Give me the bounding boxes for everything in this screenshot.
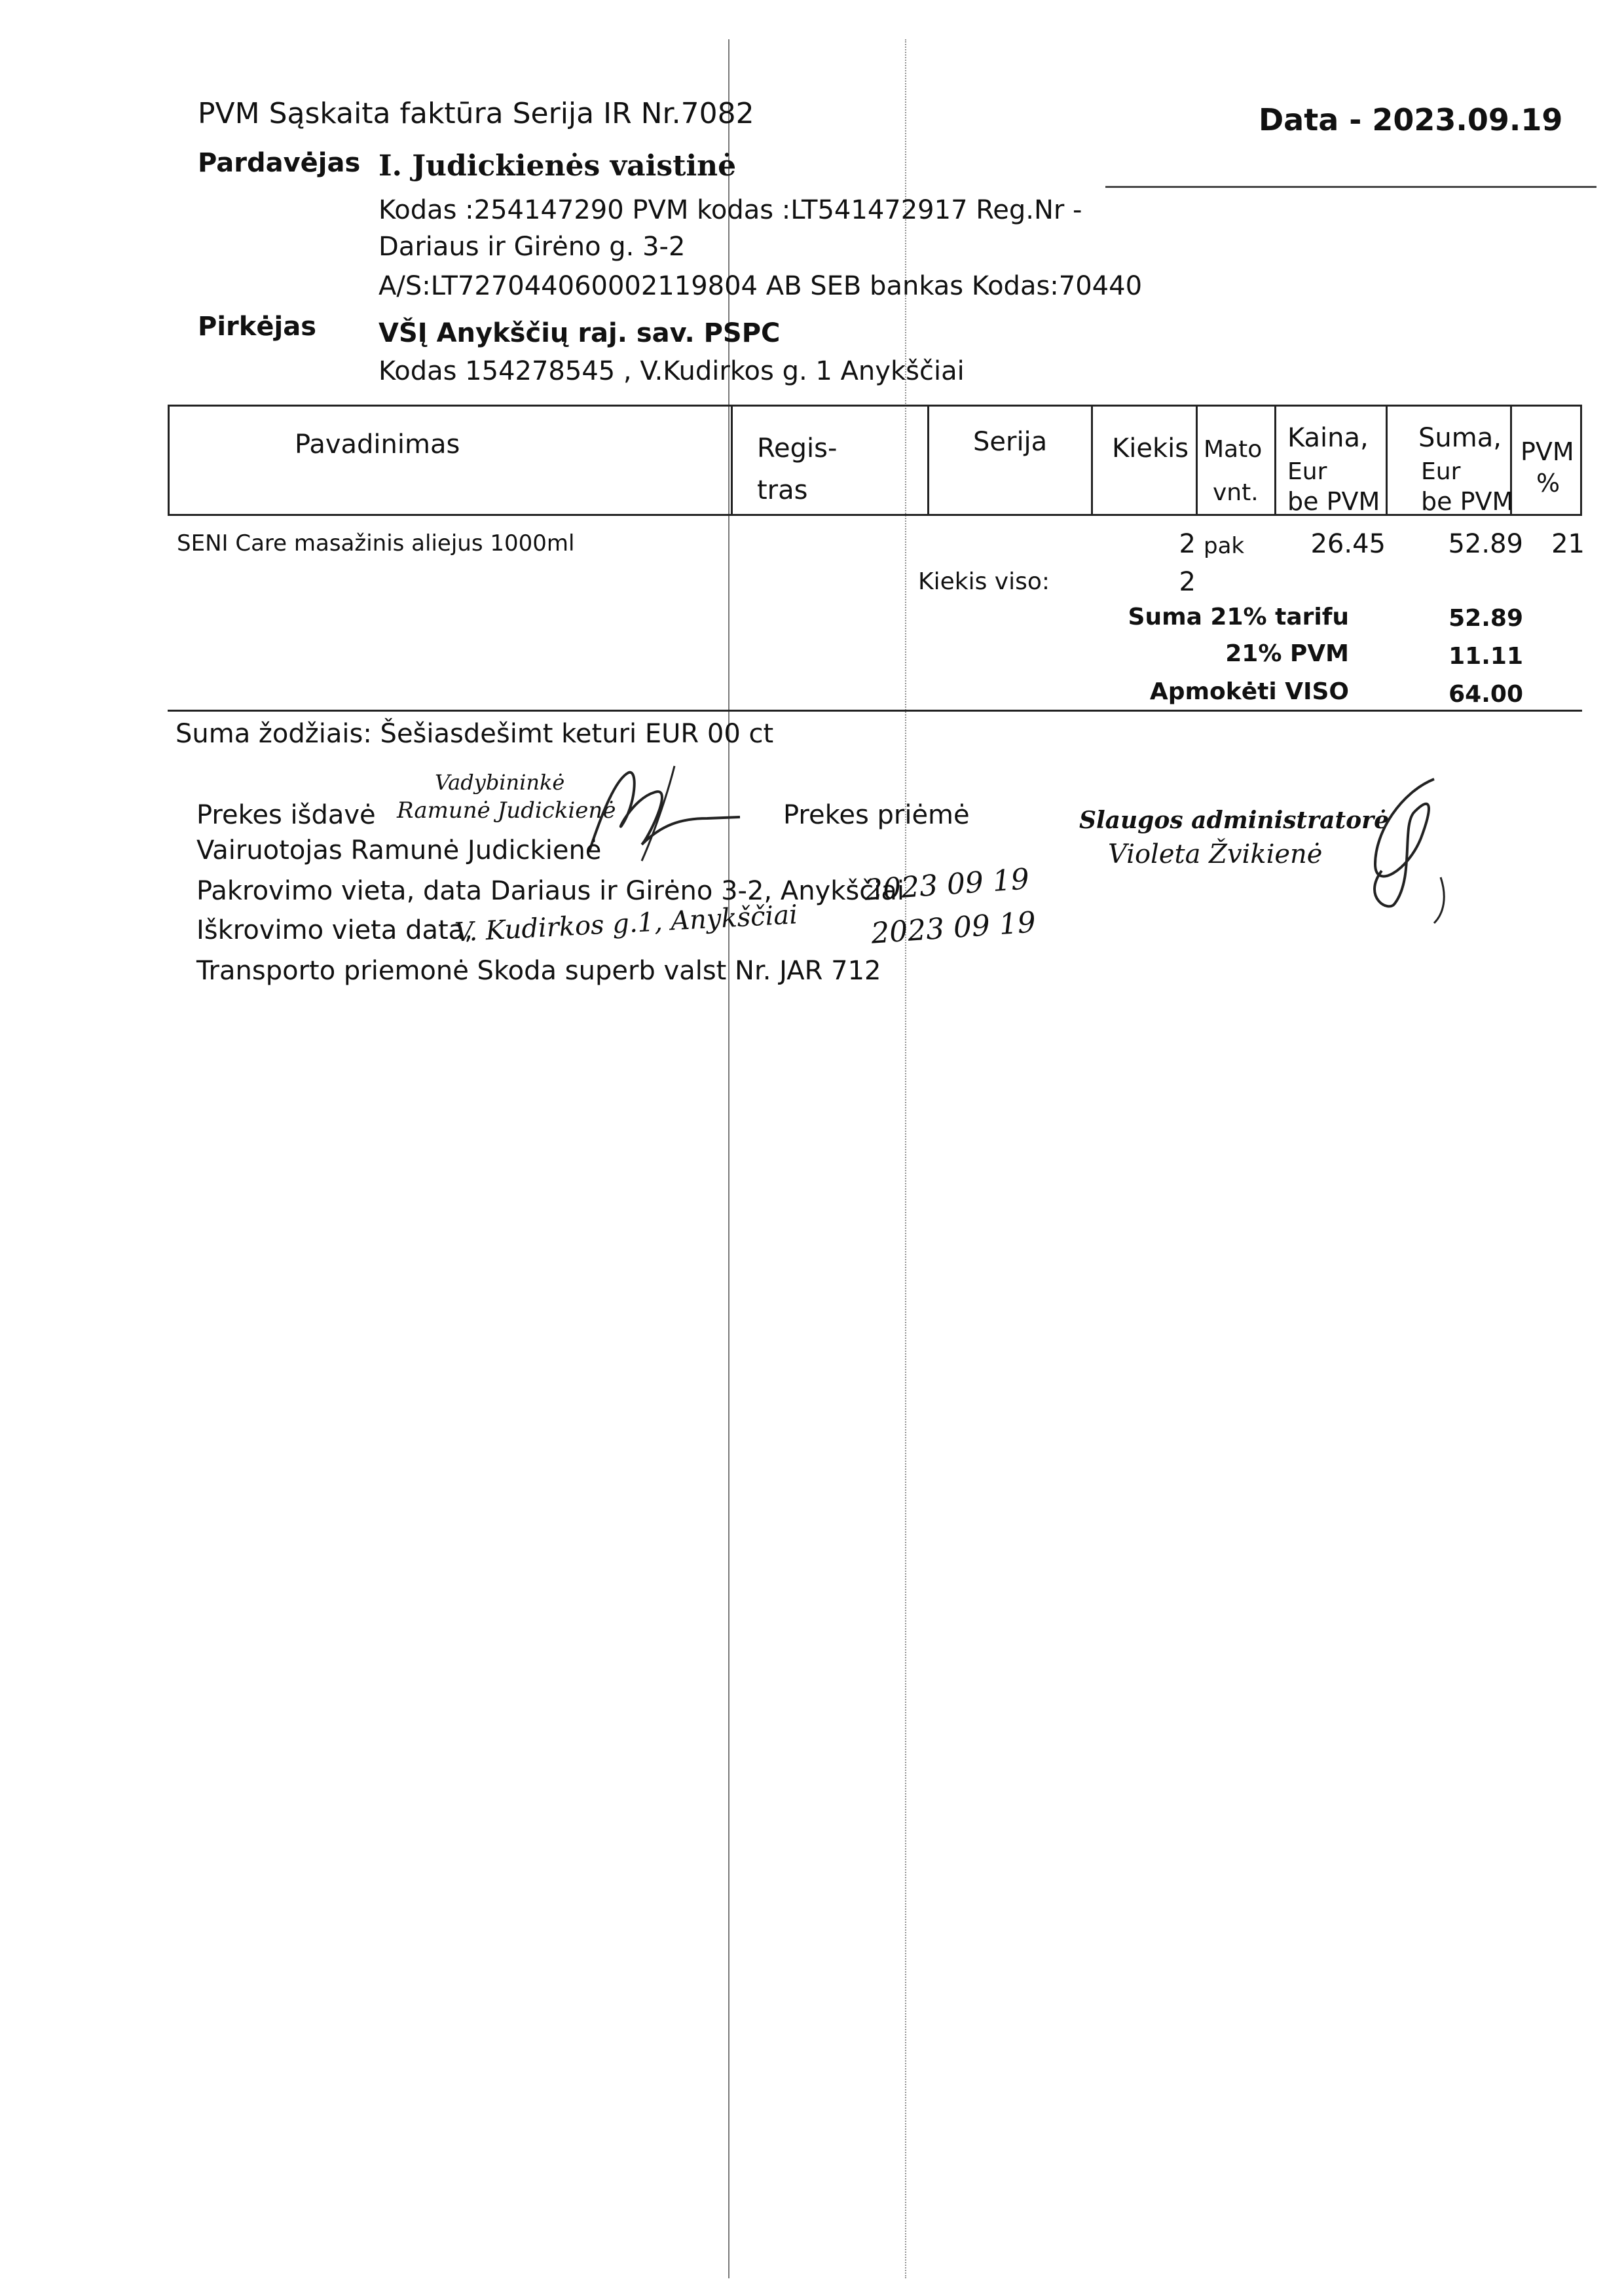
col-divider-5 (1274, 405, 1276, 516)
loading-date-handwritten: 2023 09 19 (863, 862, 1031, 907)
col-divider-6 (1386, 405, 1388, 516)
loading-line: Pakrovimo vieta, data Dariaus ir Girėno 3-2, Anykščiai (196, 876, 904, 906)
row-name: SENI Care masažinis aliejus 1000ml (177, 530, 575, 556)
col-price-3: be PVM (1287, 487, 1380, 516)
col-sum-1: Suma, (1418, 423, 1502, 453)
col-sum-2: Eur (1421, 458, 1461, 485)
amount-in-words: Suma žodžiais: Šešiasdešimt keturi EUR 00 ct (175, 719, 774, 749)
totals-divider (168, 710, 1582, 712)
transport-line: Transporto priemonė Skoda superb valst Nr. JAR 712 (196, 956, 881, 986)
row-unit: pak (1204, 533, 1245, 559)
issued-label: Prekes išdavė (196, 800, 376, 830)
buyer-name: VŠĮ Anykščių raj. sav. PSPC (378, 318, 781, 348)
invoice-date: Data - 2023.09.19 (1259, 102, 1563, 137)
row-price: 26.45 (1310, 529, 1386, 559)
qty-total-label: Kiekis viso: (918, 568, 1050, 595)
seller-label: Pardavėjas (198, 148, 361, 178)
subtotal-value: 52.89 (1449, 605, 1523, 632)
col-series: Serija (973, 427, 1048, 457)
buyer-details: Kodas 154278545 , V.Kudirkos g. 1 Anykščiai (378, 356, 965, 386)
col-reg-2: tras (757, 475, 808, 505)
col-price-2: Eur (1287, 458, 1327, 485)
subtotal-label: Suma 21% tarifu (1128, 604, 1349, 630)
invoice-title: PVM Sąskaita faktūra Serija IR Nr.7082 (198, 97, 754, 130)
total-value: 64.00 (1449, 681, 1523, 708)
col-name: Pavadinimas (295, 429, 460, 460)
col-divider-1 (731, 405, 733, 516)
col-price-1: Kaina, (1287, 423, 1369, 453)
col-vat-1: PVM (1521, 437, 1574, 466)
col-divider-2 (927, 405, 929, 516)
manager-stamp-name: Ramunė Judickienė (397, 797, 616, 824)
received-label: Prekes priėmė (783, 800, 970, 830)
col-divider-4 (1196, 405, 1198, 516)
buyer-label: Pirkėjas (198, 312, 316, 342)
vat-label: 21% PVM (1225, 640, 1349, 667)
seller-address: Dariaus ir Girėno g. 3-2 (378, 232, 686, 262)
col-unit-1: Mato (1204, 436, 1263, 463)
unloading-place-handwritten: V. Kudirkos g.1, Anykščiai (454, 900, 799, 948)
vat-value: 11.11 (1449, 643, 1523, 670)
seller-codes: Kodas :254147290 PVM kodas :LT541472917 Reg.Nr - (378, 195, 1082, 225)
col-vat-2: % (1536, 469, 1560, 498)
col-divider-3 (1091, 405, 1093, 516)
col-reg-1: Regis- (757, 433, 838, 464)
nurse-stamp-name: Violeta Žvikienė (1108, 839, 1323, 869)
seller-name: I. Judickienės vaistinė (378, 149, 737, 183)
total-label: Apmokėti VISO (1149, 678, 1349, 705)
row-vat: 21 (1551, 529, 1585, 559)
col-qty: Kiekis (1112, 433, 1189, 464)
manager-signature (576, 753, 747, 864)
col-unit-2: vnt. (1213, 479, 1259, 506)
driver-line: Vairuotojas Ramunė Judickienė (196, 835, 602, 866)
unloading-date-handwritten: 2023 09 19 (870, 905, 1037, 951)
unloading-line: Iškrovimo vieta data, (196, 915, 473, 945)
nurse-stamp-title: Slaugos administratorė (1079, 807, 1389, 834)
col-sum-3: be PVM (1421, 487, 1514, 516)
row-sum: 52.89 (1448, 529, 1523, 559)
nurse-signature (1336, 773, 1467, 930)
qty-total-value: 2 (1179, 567, 1196, 597)
date-underline (1105, 186, 1596, 188)
seller-bank: A/S:LT727044060002119804 AB SEB bankas Kodas:70440 (378, 271, 1143, 301)
row-qty: 2 (1179, 529, 1196, 559)
manager-stamp-title: Vadybininkė (435, 770, 565, 795)
